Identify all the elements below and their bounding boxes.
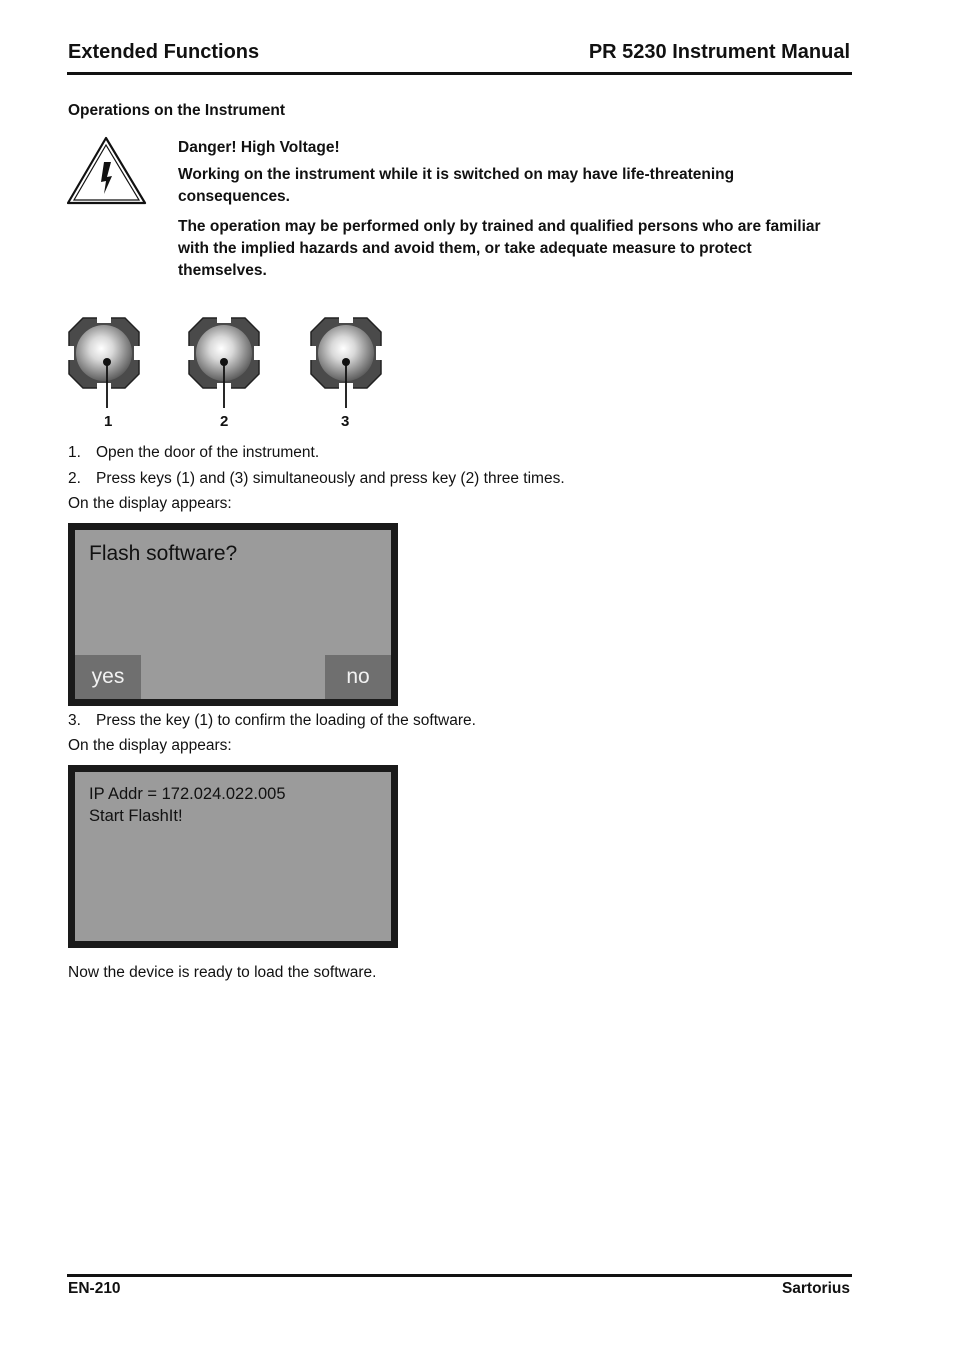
ip-address-line: IP Addr = 172.024.022.005 xyxy=(89,785,286,803)
display-flashit xyxy=(68,765,398,948)
warning-heading: Danger! High Voltage! xyxy=(178,139,340,156)
display-screen xyxy=(75,530,391,699)
key-2-icon xyxy=(188,317,260,408)
display-screen xyxy=(75,772,391,941)
display-intro-2: On the display appears: xyxy=(68,737,232,754)
page-number: EN-210 xyxy=(68,1280,121,1297)
key-1-icon xyxy=(68,317,140,408)
warning-paragraph-2: The operation may be performed only by trained and qualified persons who are familiar with the implied hazards and avoid them, or take adequate measure to protect themselves. xyxy=(178,218,821,279)
section-heading: Operations on the Instrument xyxy=(68,102,286,119)
header-rule xyxy=(67,72,852,75)
header-section-title: Extended Functions xyxy=(68,41,260,63)
step-number: 1. xyxy=(68,444,81,461)
step-2 xyxy=(68,469,565,489)
key-3-icon xyxy=(310,317,382,408)
display-prompt: Flash software? xyxy=(89,542,238,565)
step-3 xyxy=(68,711,476,731)
yes-softkey[interactable]: yes xyxy=(75,655,141,699)
key-label-3: 3 xyxy=(341,413,350,430)
no-softkey[interactable]: no xyxy=(325,655,391,699)
high-voltage-icon xyxy=(67,136,147,206)
step-number: 2. xyxy=(68,470,81,487)
step-number: 3. xyxy=(68,712,81,729)
display-flash-software xyxy=(68,523,398,706)
display-intro-1: On the display appears: xyxy=(68,495,232,512)
step-text: Open the door of the instrument. xyxy=(96,444,320,461)
footer-rule xyxy=(67,1274,852,1277)
footer-brand: Sartorius xyxy=(781,1280,850,1297)
step-1 xyxy=(68,443,319,463)
key-label-2: 2 xyxy=(220,413,229,430)
step-text: Press the key (1) to confirm the loading of the software. xyxy=(96,712,476,729)
closing-text: Now the device is ready to load the software. xyxy=(68,964,377,981)
warning-paragraph-1: Working on the instrument while it is switched on may have life-threatening consequences. xyxy=(178,166,735,205)
start-flashit-line: Start FlashIt! xyxy=(89,807,183,825)
step-text: Press keys (1) and (3) simultaneously and press key (2) three times. xyxy=(96,470,565,487)
header-manual-title: PR 5230 Instrument Manual xyxy=(588,41,850,63)
key-label-1: 1 xyxy=(104,413,113,430)
